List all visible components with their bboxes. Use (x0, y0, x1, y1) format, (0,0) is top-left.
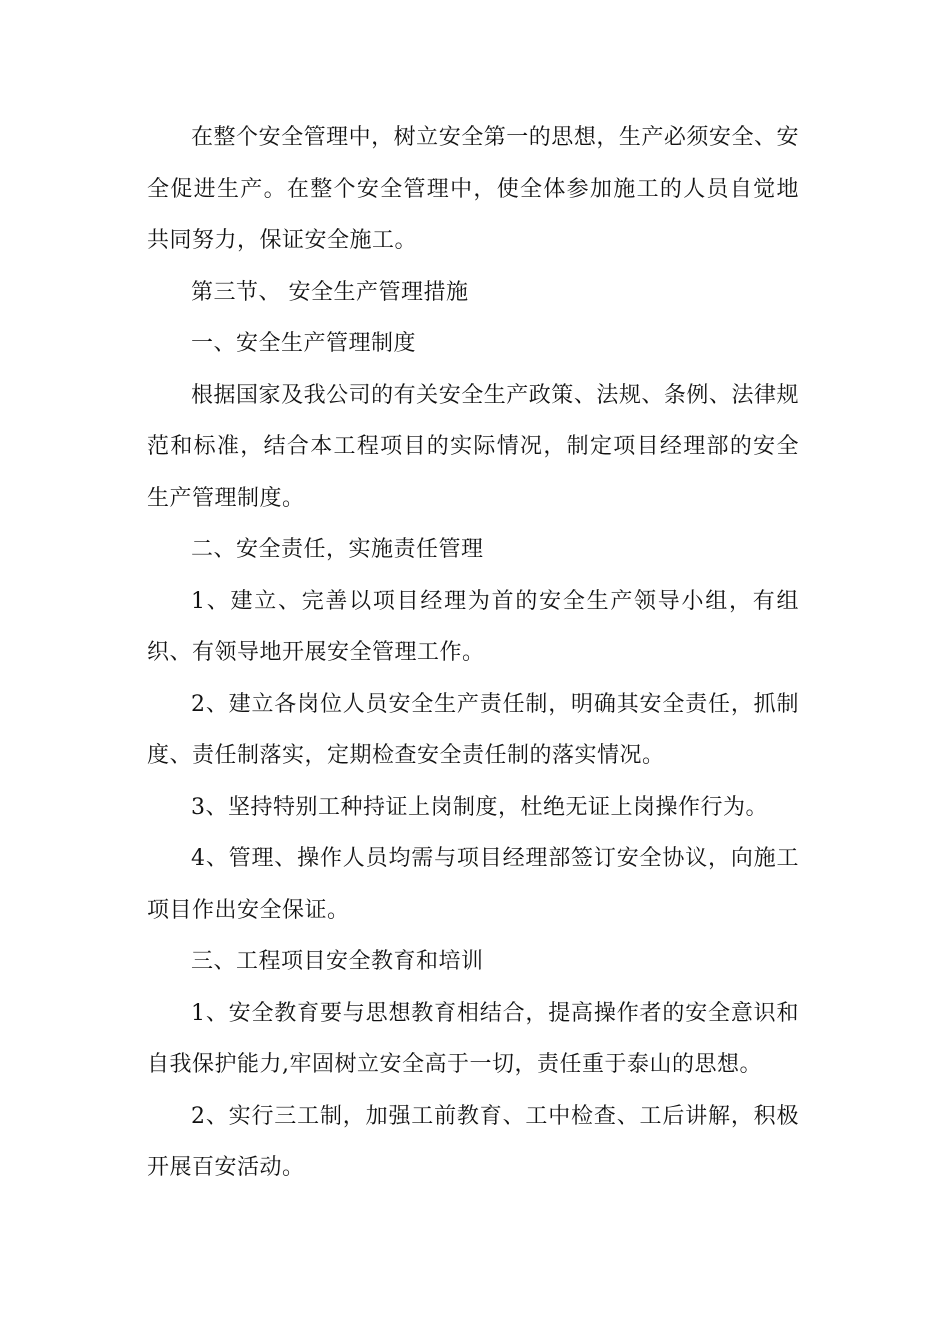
paragraph-management-system: 根据国家及我公司的有关安全生产政策、法规、条例、法律规范和标准，结合本工程项目的实际情况，制定项目经理部的安全生产管理制度。 (147, 382, 799, 511)
subheading-responsibility: 二、安全责任，实施责任管理 (191, 537, 484, 562)
paragraph-item-4-safety-agreement: 4、管理、操作人员均需与项目经理部签订安全协议，向施工项目作出安全保证。 (147, 846, 799, 923)
paragraph-item-3-certification: 3、坚持特别工种持证上岗制度，杜绝无证上岗操作行为。 (191, 794, 768, 820)
paragraph-safety-first: 在整个安全管理中，树立安全第一的思想，生产必须安全、安全促进生产。在整个安全管理中，使全体参加施工的人员自觉地共同努力，保证安全施工。 (147, 125, 799, 253)
document-body (147, 112, 799, 1194)
paragraph-education-item-1: 1、安全教育要与思想教育相结合，提高操作者的安全意识和自我保护能力,牢固树立安全高于一切，责任重于泰山的思想。 (147, 1000, 799, 1077)
subheading-management-system: 一、安全生产管理制度 (191, 331, 417, 356)
section-heading-safety-measures: 第三节、 安全生产管理措施 (191, 279, 469, 305)
paragraph-education-item-2: 2、实行三工制，加强工前教育、工中检查、工后讲解，积极开展百安活动。 (147, 1103, 799, 1180)
paragraph-item-2-responsibility-system: 2、建立各岗位人员安全生产责任制，明确其安全责任，抓制度、责任制落实，定期检查安全责任制的落实情况。 (147, 691, 799, 768)
paragraph-item-1-leadership-group: 1、建立、完善以项目经理为首的安全生产领导小组，有组织、有领导地开展安全管理工作。 (147, 588, 799, 665)
subheading-safety-education: 三、工程项目安全教育和培训 (191, 949, 484, 974)
